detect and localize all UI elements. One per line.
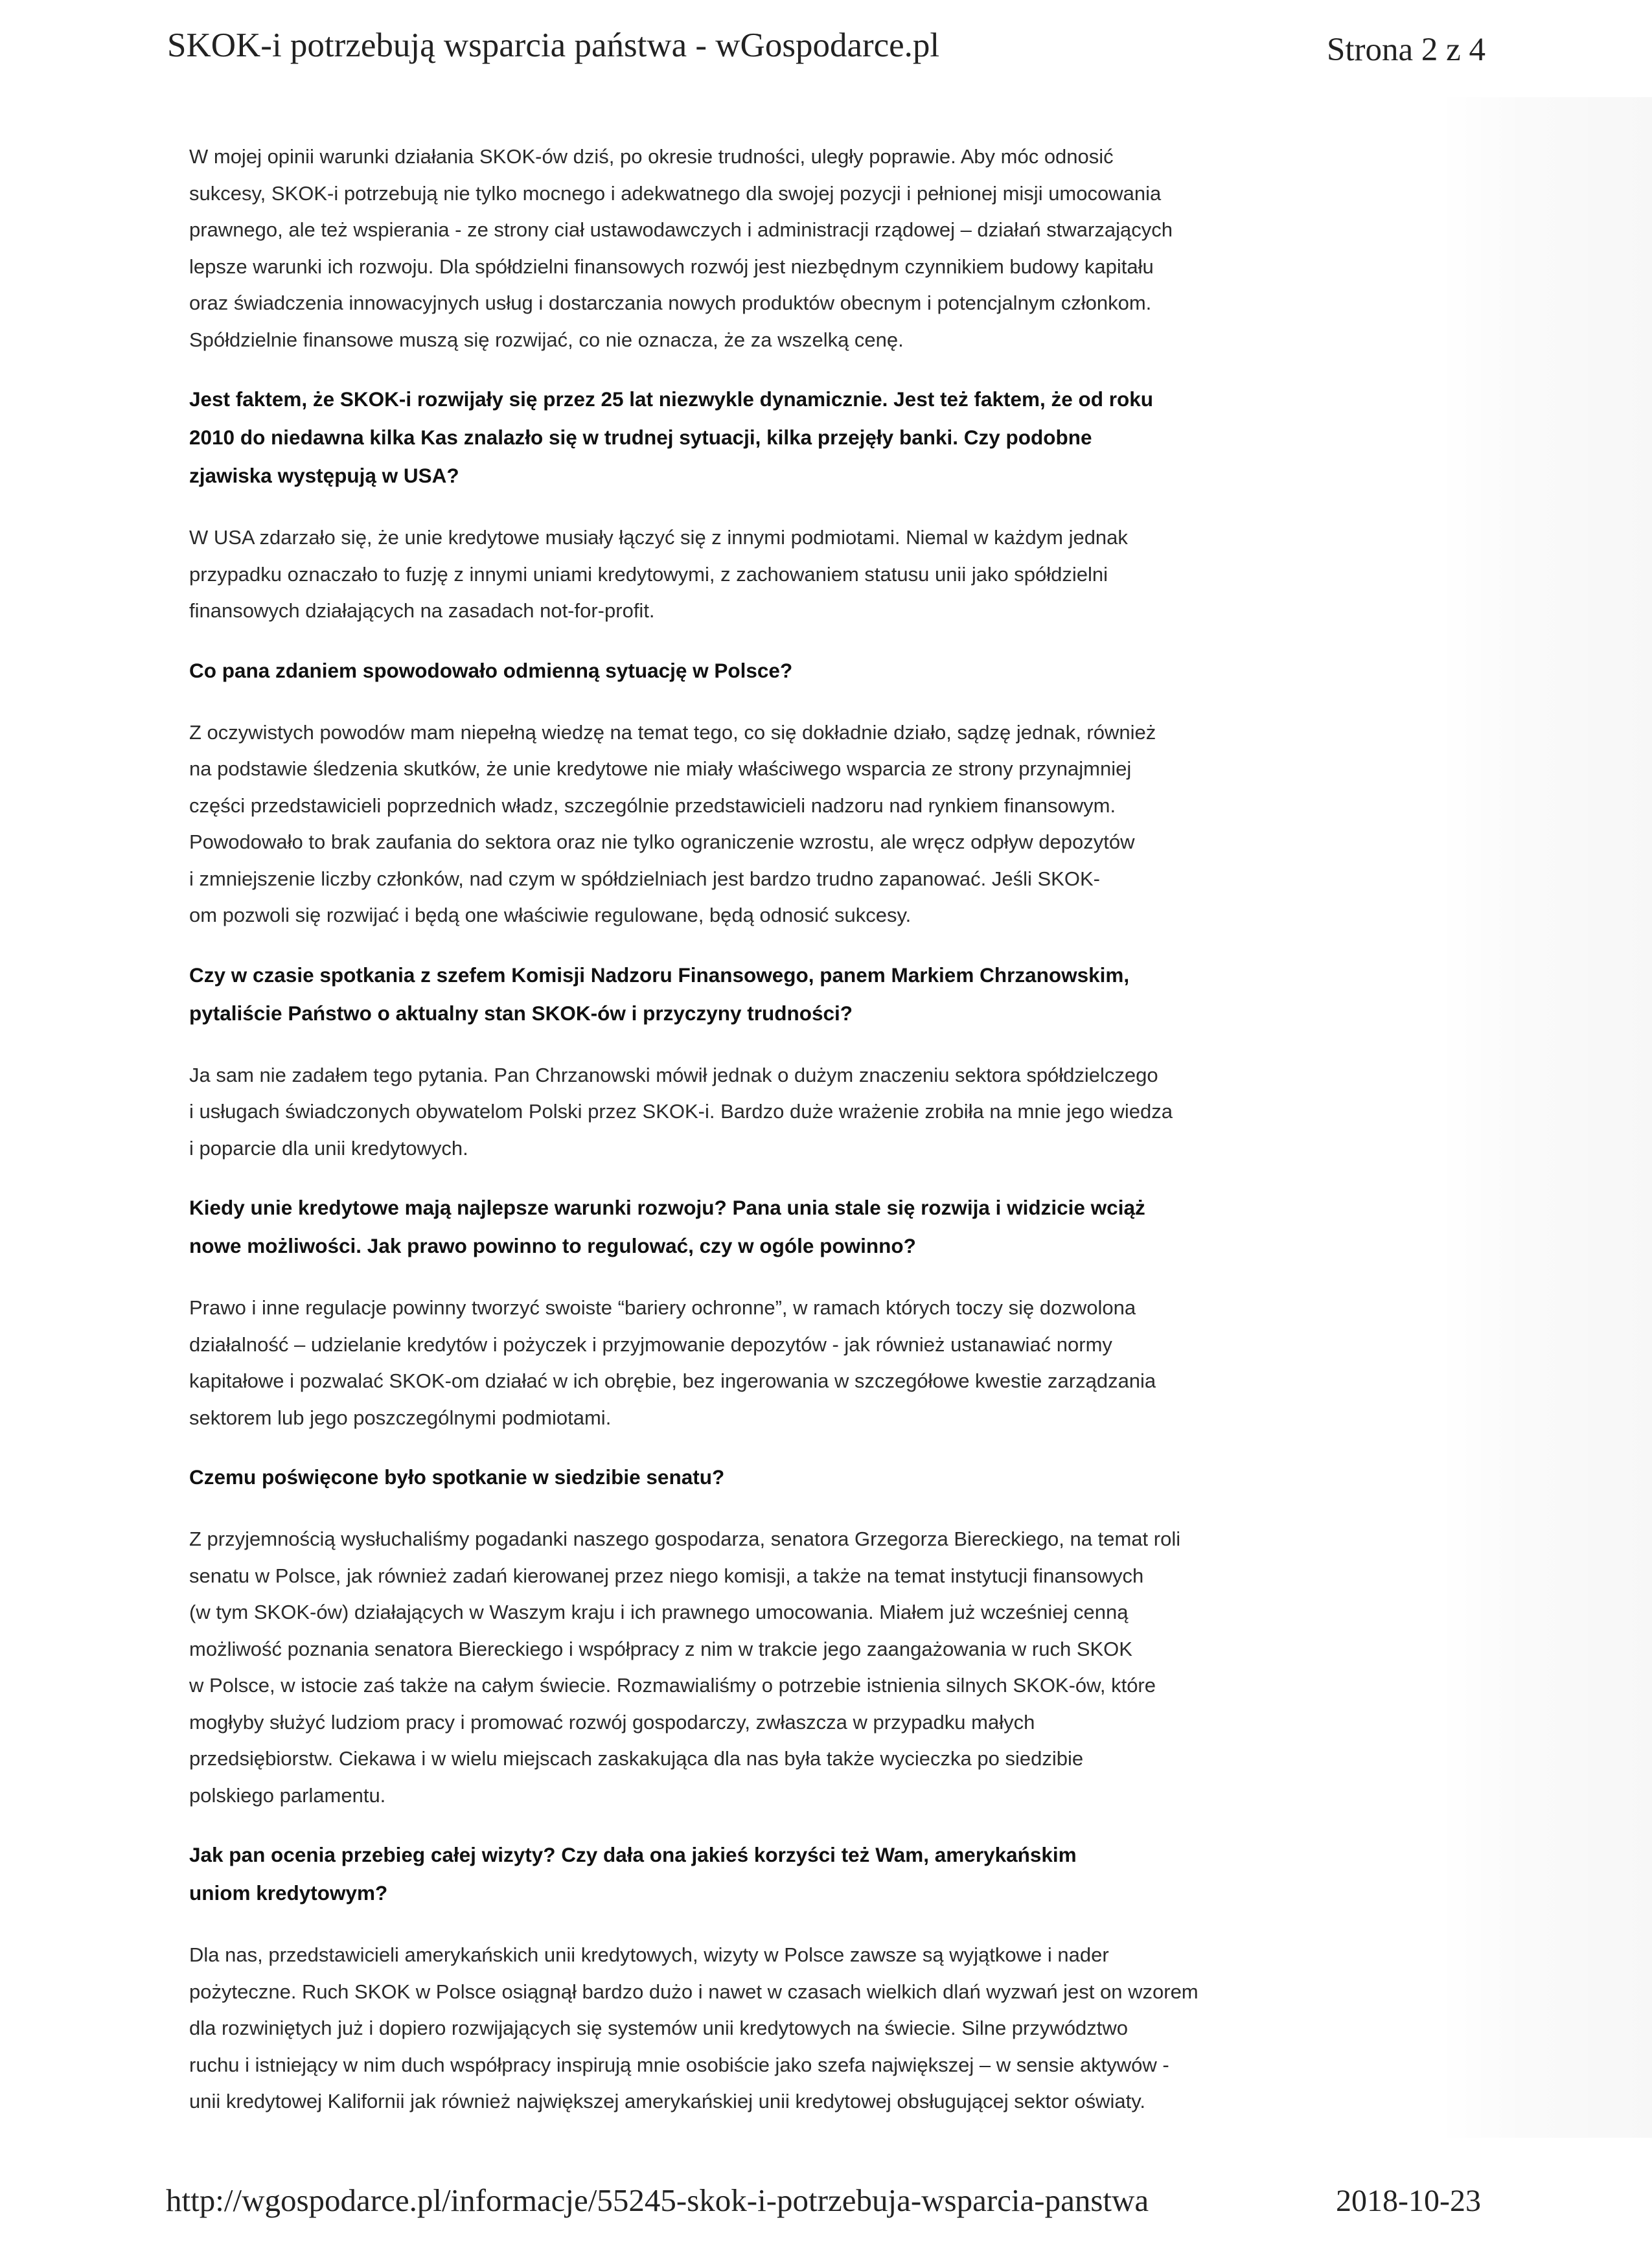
article-paragraph: W mojej opinii warunki działania SKOK-ów dziś, po okresie trudności, uległy poprawie. Aby móc odnosić sukcesy, SKOK-i potrzebują nie tylko mocnego i adekwatnego dla swojej pozycji i pełnionej misji umocowania prawnego, ale też wspierania - ze strony ciał ustawodawczych i administracji rządowej – działań stwarzających lepsze warunki ich rozwoju. Dla spółdzielni finansowych rozwój jest niezbędnym czynnikiem budowy kapitału oraz świadczenia innowacyjnych usług i dostarczania nowych produktów obecnym i potencjalnym członkom. Spółdzielnie finansowe muszą się rozwijać, co nie oznacza, że za wszelką cenę. — [189, 145, 1173, 351]
interview-question: Co pana zdaniem spowodowało odmienną sytuację w Polsce? — [189, 658, 793, 682]
interview-question: Czy w czasie spotkania z szefem Komisji Nadzoru Finansowego, panem Markiem Chrzanowskim, pytaliście Państwo o aktualny stan SKOK-ów i przyczyny trudności? — [189, 963, 1130, 1025]
scan-edge-shading — [1438, 97, 1652, 2138]
interview-question: Czemu poświęcone było spotkanie w siedzibie senatu? — [189, 1465, 725, 1489]
interview-question: Kiedy unie kredytowe mają najlepsze warunki rozwoju? Pana unia stale się rozwija i widzicie wciąż nowe możliwości. Jak prawo powinno to regulować, czy w ogóle powinno? — [189, 1196, 1145, 1257]
article-paragraph: Z przyjemnością wysłuchaliśmy pogadanki naszego gospodarza, senatora Grzegorza Biereckiego, na temat roli senatu w Polsce, jak również zadań kierowanej przez niego komisji, a także na temat instytucji finansowych (w tym SKOK-ów) działających w Waszym kraju i ich prawnego umocowania. Miałem już wcześniej cenną możliwość poznania senatora Biereckiego i współpracy z nim w trakcie jego zaangażowania w ruch SKOK w Polsce, w istocie zaś także na całym świecie. Rozmawialiśmy o potrzebie istnienia silnych SKOK-ów, które mogłyby służyć ludziom pracy i promować rozwój gospodarczy, zwłaszcza w przypadku małych przedsiębiorstw. Ciekawa i w wielu miejscach zaskakująca dla nas była także wycieczka po siedzibie polskiego parlamentu. — [189, 1528, 1181, 1807]
print-date: 2018-10-23 — [1336, 2184, 1481, 2218]
interview-question: Jest faktem, że SKOK-i rozwijały się przez 25 lat niezwykle dynamicznie. Jest też faktem, że od roku 2010 do niedawna kilka Kas znalazło się w trudnej sytuacji, kilka przejęły banki. Czy podobne zjawiska występują w USA? — [189, 387, 1154, 487]
article-body — [189, 139, 1239, 2142]
source-url: http://wgospodarce.pl/informacje/55245-skok-i-potrzebuja-wsparcia-panstwa — [166, 2182, 1149, 2218]
page-title: SKOK-i potrzebują wsparcia państwa - wGospodarce.pl — [167, 27, 940, 64]
interview-question: Jak pan ocenia przebieg całej wizyty? Czy dała ona jakieś korzyści też Wam, amerykańskim uniom kredytowym? — [189, 1843, 1077, 1905]
article-paragraph: W USA zdarzało się, że unie kredytowe musiały łączyć się z innymi podmiotami. Niemal w każdym jednak przypadku oznaczało to fuzję z innymi uniami kredytowymi, z zachowaniem statusu unii jako spółdzielni finansowych działających na zasadach not-for-profit. — [189, 526, 1128, 622]
article-paragraph: Dla nas, przedstawicieli amerykańskich unii kredytowych, wizyty w Polsce zawsze są wyjątkowe i nader pożyteczne. Ruch SKOK w Polsce osiągnął bardzo dużo i nawet w czasach wielkich dlań wyzwań jest on wzorem dla rozwiniętych już i dopiero rozwijających się systemów unii kredytowych na świecie. Silne przywództwo ruchu i istniejący w nim duch współpracy inspirują mnie osobiście jako szefa największej – w sensie aktywów - unii kredytowej Kalifornii jak również największej amerykańskiej unii kredytowej obsługującej sektor oświaty. — [189, 1943, 1199, 2112]
page-number: Strona 2 z 4 — [1326, 32, 1486, 68]
print-footer — [166, 2182, 1481, 2227]
article-paragraph: Ja sam nie zadałem tego pytania. Pan Chrzanowski mówił jednak o dużym znaczeniu sektora spółdzielczego i usługach świadczonych obywatelom Polski przez SKOK-i. Bardzo duże wrażenie zrobiła na mnie jego wiedza i poparcie dla unii kredytowych. — [189, 1063, 1173, 1160]
print-header — [167, 26, 1486, 78]
article-paragraph: Z oczywistych powodów mam niepełną wiedzę na temat tego, co się dokładnie działo, sądzę jednak, również na podstawie śledzenia skutków, że unie kredytowe nie miały właściwego wsparcia ze strony przynajmniej części przedstawicieli poprzednich władz, szczególnie przedstawicieli nadzoru nad rynkiem finansowym. Powodowało to brak zaufania do sektora oraz nie tylko ograniczenie wzrostu, ale wręcz odpływ depozytów i zmniejszenie liczby członków, nad czym w spółdzielniach jest bardzo trudno zapanować. Jeśli SKOK- om pozwoli się rozwijać i będą one właściwie regulowane, będą odnosić sukcesy. — [189, 720, 1156, 926]
article-paragraph: Prawo i inne regulacje powinny tworzyć swoiste “bariery ochronne”, w ramach których toczy się dozwolona działalność – udzielanie kredytów i pożyczek i przyjmowanie depozytów - jak również ustanawiać normy kapitałowe i pozwalać SKOK-om działać w ich obrębie, bez ingerowania w szczegółowe kwestie zarządzania sektorem lub jego poszczególnymi podmiotami. — [189, 1296, 1156, 1429]
